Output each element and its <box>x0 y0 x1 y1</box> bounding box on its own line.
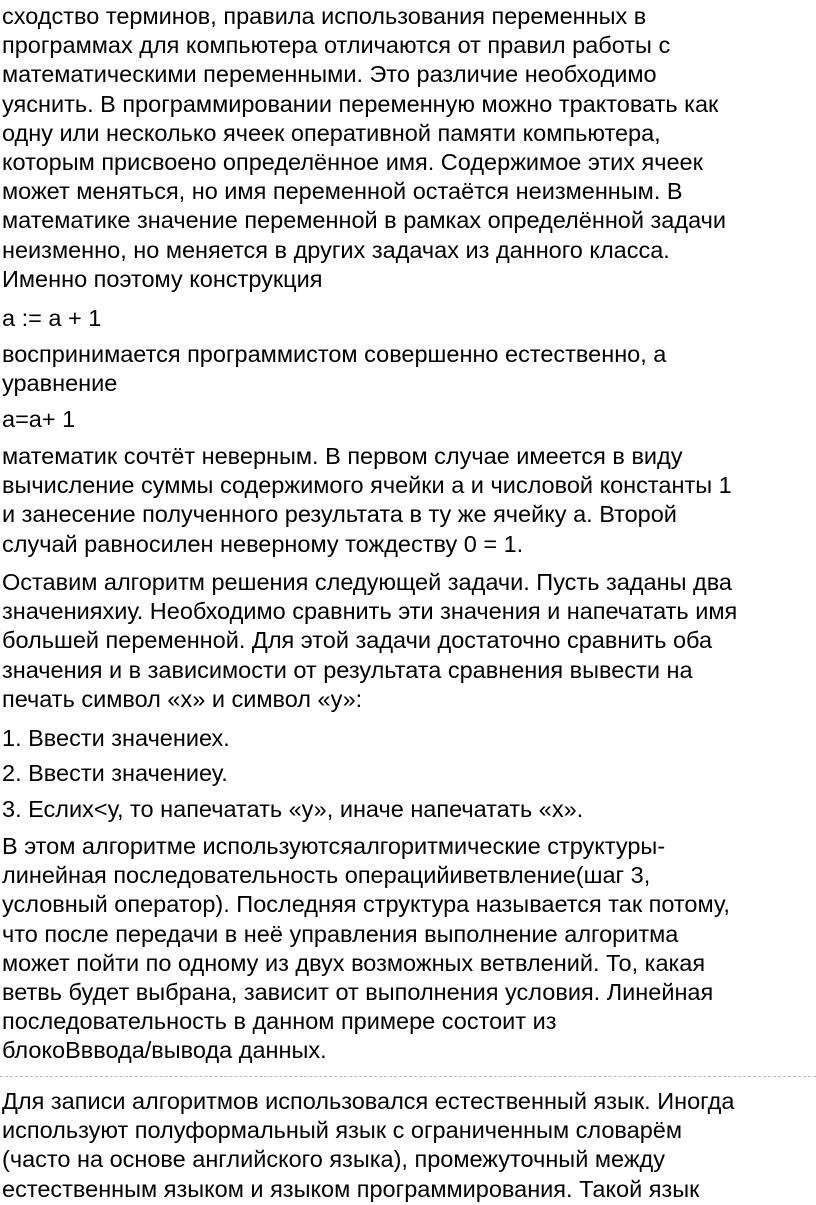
paragraph-natural-language <box>2 1087 734 1204</box>
text-line: что после передачи в неё управления выполнение алгоритма <box>2 920 679 947</box>
text-line: (часто на основе английского языка), промежуточный между <box>2 1146 666 1173</box>
text-line: уяснить. В программировании переменную можно трактовать как <box>2 90 719 117</box>
paragraph-algorithm-structures <box>2 832 730 1066</box>
text-line: Оставим алгоритм решения следующей задачи. Пусть заданы два <box>2 569 732 595</box>
text-line: В этом алгоритме используютсяалгоритмические структуры- <box>2 833 666 859</box>
text-line: программах для компьютера отличаются от правил работы с <box>2 32 671 59</box>
page-break-divider <box>0 1076 816 1077</box>
algorithm-step-2 <box>2 759 228 788</box>
text-line: неизменно, но меняется в других задачах из данного класса. <box>2 236 670 263</box>
text-line: значенияхиу. Необходимо сравнить эти значения и напечатать имя <box>2 598 738 625</box>
text-line: может меняться, но имя переменной остаётся неизменным. В <box>2 178 683 205</box>
equation-line <box>2 405 75 434</box>
text-line: математике значение переменной в рамках определённой задачи <box>2 207 727 234</box>
text-line: значения и в зависимости от результата сравнения вывести на <box>2 656 693 683</box>
text-line: может пойти по одному из двух возможных ветвлений. То, какая <box>2 949 706 976</box>
paragraph-algorithm-task <box>2 568 737 714</box>
text-line: используют полуформальный язык с ограниченным словарём <box>2 1117 683 1144</box>
paragraph-programmer-perception <box>2 340 666 398</box>
code-assignment-line <box>2 304 101 333</box>
text-line: Именно поэтому конструкция <box>2 265 323 292</box>
text-line: последовательность в данном примере состоит из <box>2 1008 557 1035</box>
text-line: случай равносилен неверному тождеству 0 = 1. <box>2 530 524 557</box>
algorithm-step-3 <box>2 795 583 824</box>
text-line: математическими переменными. Это различие необходимо <box>2 61 657 88</box>
text-line: 1. Ввести значениех. <box>2 725 230 751</box>
paragraph-variables-difference <box>2 2 726 294</box>
text-line: 2. Ввести значениеу. <box>2 760 228 786</box>
text-line: одну или несколько ячеек оперативной памяти компьютера, <box>2 119 661 146</box>
text-line: блокоВвводa/вывода данных. <box>2 1037 327 1064</box>
text-line: ветвь будет выбрана, зависит от выполнения условия. Линейная <box>2 979 714 1006</box>
text-line: уравнение <box>2 370 118 397</box>
text-line: математик сочтёт неверным. В первом случае имеется в виду <box>2 443 683 469</box>
text-line: условный оператор). Последняя структура называется так потому, <box>2 891 730 918</box>
text-line: вычисление суммы содержимого ячейки a и числовой константы 1 <box>2 472 732 499</box>
text-line: которым присвоено определённое имя. Содержимое этих ячеек <box>2 149 703 176</box>
text-line: сходство терминов, правила использования переменных в <box>2 3 647 29</box>
text-line: a := a + 1 <box>2 305 102 331</box>
text-line: Для записи алгоритмов использовался естественный язык. Иногда <box>2 1088 735 1114</box>
text-line: a=a+ 1 <box>2 406 76 432</box>
text-line: большей переменной. Для этой задачи достаточно сравнить оба <box>2 627 713 654</box>
text-line: 3. Еслих<у, то напечатать «у», иначе напечатать «х». <box>2 796 584 822</box>
text-line: естественным языком и языком программирования. Такой язык <box>2 1175 700 1202</box>
text-line: печать символ «х» и символ «у»: <box>2 685 363 712</box>
algorithm-step-1 <box>2 724 230 753</box>
paragraph-mathematician-view <box>2 442 732 559</box>
text-line: воспринимается программистом совершенно естественно, а <box>2 341 667 367</box>
text-line: и занесение полученного результата в ту же ячейку a. Второй <box>2 501 677 528</box>
text-line: линейная последовательность операцийиветвление(шаг 3, <box>2 862 651 889</box>
